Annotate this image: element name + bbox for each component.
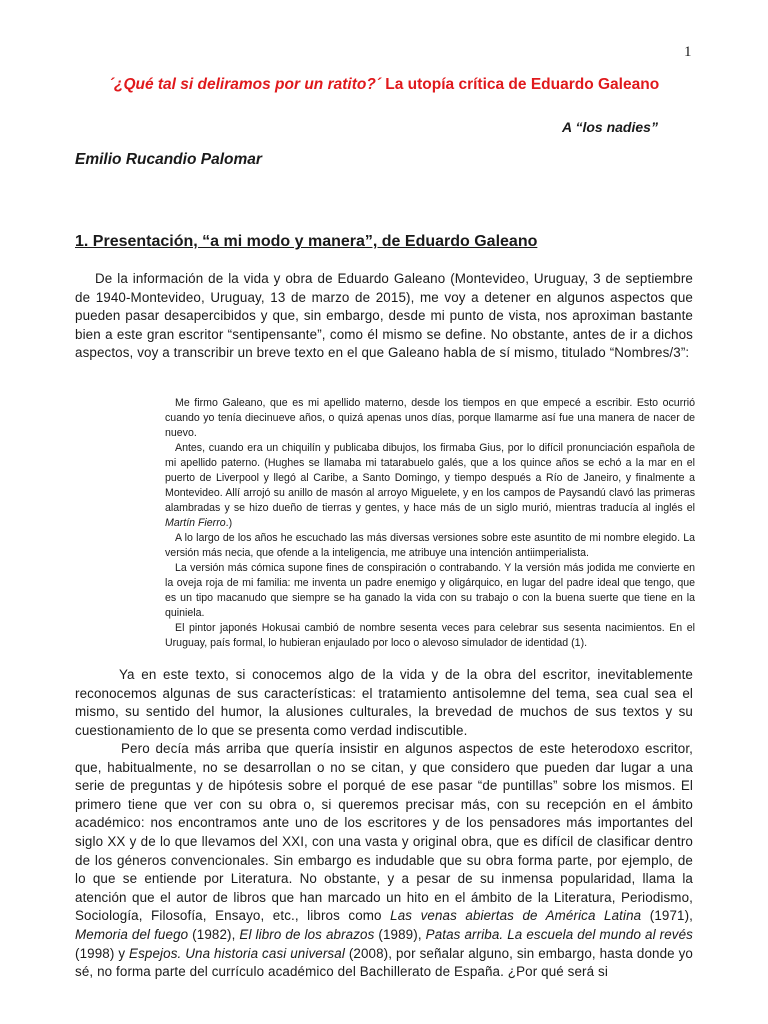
page-number: 1 [684,44,692,60]
book-title: El libro de los abrazos [239,926,375,942]
body-text: (1982), [192,926,236,942]
title-main-part: La utopía crítica de Eduardo Galeano [385,76,660,93]
body-text: (1998) y [75,945,126,961]
body-text: (2008), por señalar alguno, sin embargo, hasta donde yo sé, no forma parte del currículo académico del Bachillerato de España. ¿Por qué será si [75,945,693,980]
book-title: Patas arriba. La escuela del mundo al revés [425,926,693,942]
paragraph-intro: De la información de la vida y obra de Eduardo Galeano (Montevideo, Uruguay, 3 de septiembre de 1940-Montevideo, Uruguay, 13 de marzo de 2015), me voy a detener en algunos aspectos que pueden pasar desapercibidos y que, sin embargo, desde mi punto de vista, nos aproximan bastante bien a este gran escritor “sentipensante”, como él mismo se define. No obstante, antes de ir a dichos aspectos, voy a transcribir un breve texto en el que Galeano habla de sí mismo, titulado “Nombres/3”: [75,271,693,361]
book-title: Espejos. Una historia casi universal [129,945,345,961]
author-name: Emilio Rucandio Palomar [75,151,262,168]
section-heading: 1. Presentación, “a mi modo y manera”, de Eduardo Galeano [75,233,538,250]
document-title [0,76,768,94]
title-italic-part: ´¿Qué tal si deliramos por un ratito?´ [108,76,381,93]
dedication: A “los nadies” [562,119,658,135]
quote-text: .) [225,517,233,529]
quote-book-title: Martín Fierro [165,517,226,529]
body-text: (1971), [649,908,694,924]
body-text: Pero decía más arriba que quería insistir en algunos aspectos de este heterodoxo escritor, que, habitualmente, no se desarrollan o no se citan, y que considero que pueden dar lugar a una serie de preguntas y de hipótesis sobre el porqué de ese pasar “de puntillas” sobre los mismos. El primero tiene que ver con su obra o, si queremos precisar más, con su recepción en el ámbito académico: nos encontramos ante uno de los escritores y de los pensadores más importantes del siglo XX y de lo que llevamos del XXI, con una vasta y original obra, que es difícil de clasificar dentro de los géneros convencionales. Sin embargo es indudable que su obra forma parte, por ejemplo, de lo que se entiende por Literatura. No obstante, y a pesar de su inmensa popularidad, llama la atención que el autor de libros que han marcado un hito en el ámbito de la Literatura, Periodismo, Sociología, Filosofía, Ensayo, etc., libros como [75,741,693,924]
quote-paragraph: A lo largo de los años he escuchado las más diversas versiones sobre este asuntito de mi nombre elegido. La versión más necia, que ofende a la inteligencia, me atribuye una intención antiimperialista. [165,532,695,559]
book-title: Las venas abiertas de América Latina [390,908,642,924]
quote-paragraph: Me firmo Galeano, que es mi apellido materno, desde los tiempos en que empecé a escribir. Esto ocurrió cuando yo tenía diecinueve años, o quizá apenas unos días, porque llamarme así fue una manera de nacer de nuevo. [165,397,695,439]
block-quote [165,396,695,651]
quote-paragraph: La versión más cómica supone fines de conspiración o contrabando. Y la versión más jodida me convierte en la oveja roja de mi familia: me inventa un padre enemigo y oligárquico, en lugar del padre ideal que tengo, que es un tipo macanudo que siempre se ha ganado la vida con su trabajo o con la buena suerte que tiene en la quiniela. [165,562,695,619]
paragraph-reception [75,740,693,982]
quote-paragraph: El pintor japonés Hokusai cambió de nombre sesenta veces para celebrar sus sesenta nacimientos. En el Uruguay, país formal, lo hubieran enjaulado por loco o alevoso simulador de identidad (1). [165,622,695,649]
quote-text: Antes, cuando era un chiquilín y publicaba dibujos, los firmaba Gius, por lo difícil pronunciación española de mi apellido paterno. (Hughes se llamaba mi tatarabuelo galés, que a los quince años se echó a la mar en el puerto de Liverpool y llegó al Caribe, a Santo Domingo, y tiempo después a Río de Janeiro, y finalmente a Montevideo. Allí arrojó su anillo de masón al arroyo Miguelete, y en los campos de Paysandú clavó las primeras alambradas y se hizo dueño de tierras y gentes, y hace más de un siglo murió, mientras traducía al inglés el [165,442,695,514]
body-text: (1989), [378,926,422,942]
book-title: Memoria del fuego [75,926,189,942]
quote-paragraph [165,441,695,531]
paragraph-characteristics: Ya en este texto, si conocemos algo de la vida y de la obra del escritor, inevitablemente reconocemos algunas de sus características: el tratamiento antisolemne del tema, sea cual sea el mismo, su sentido del humor, la alusiones culturales, la brevedad de muchos de sus textos y su cuestionamiento de lo que se presenta como verdad indiscutible. [75,667,693,738]
